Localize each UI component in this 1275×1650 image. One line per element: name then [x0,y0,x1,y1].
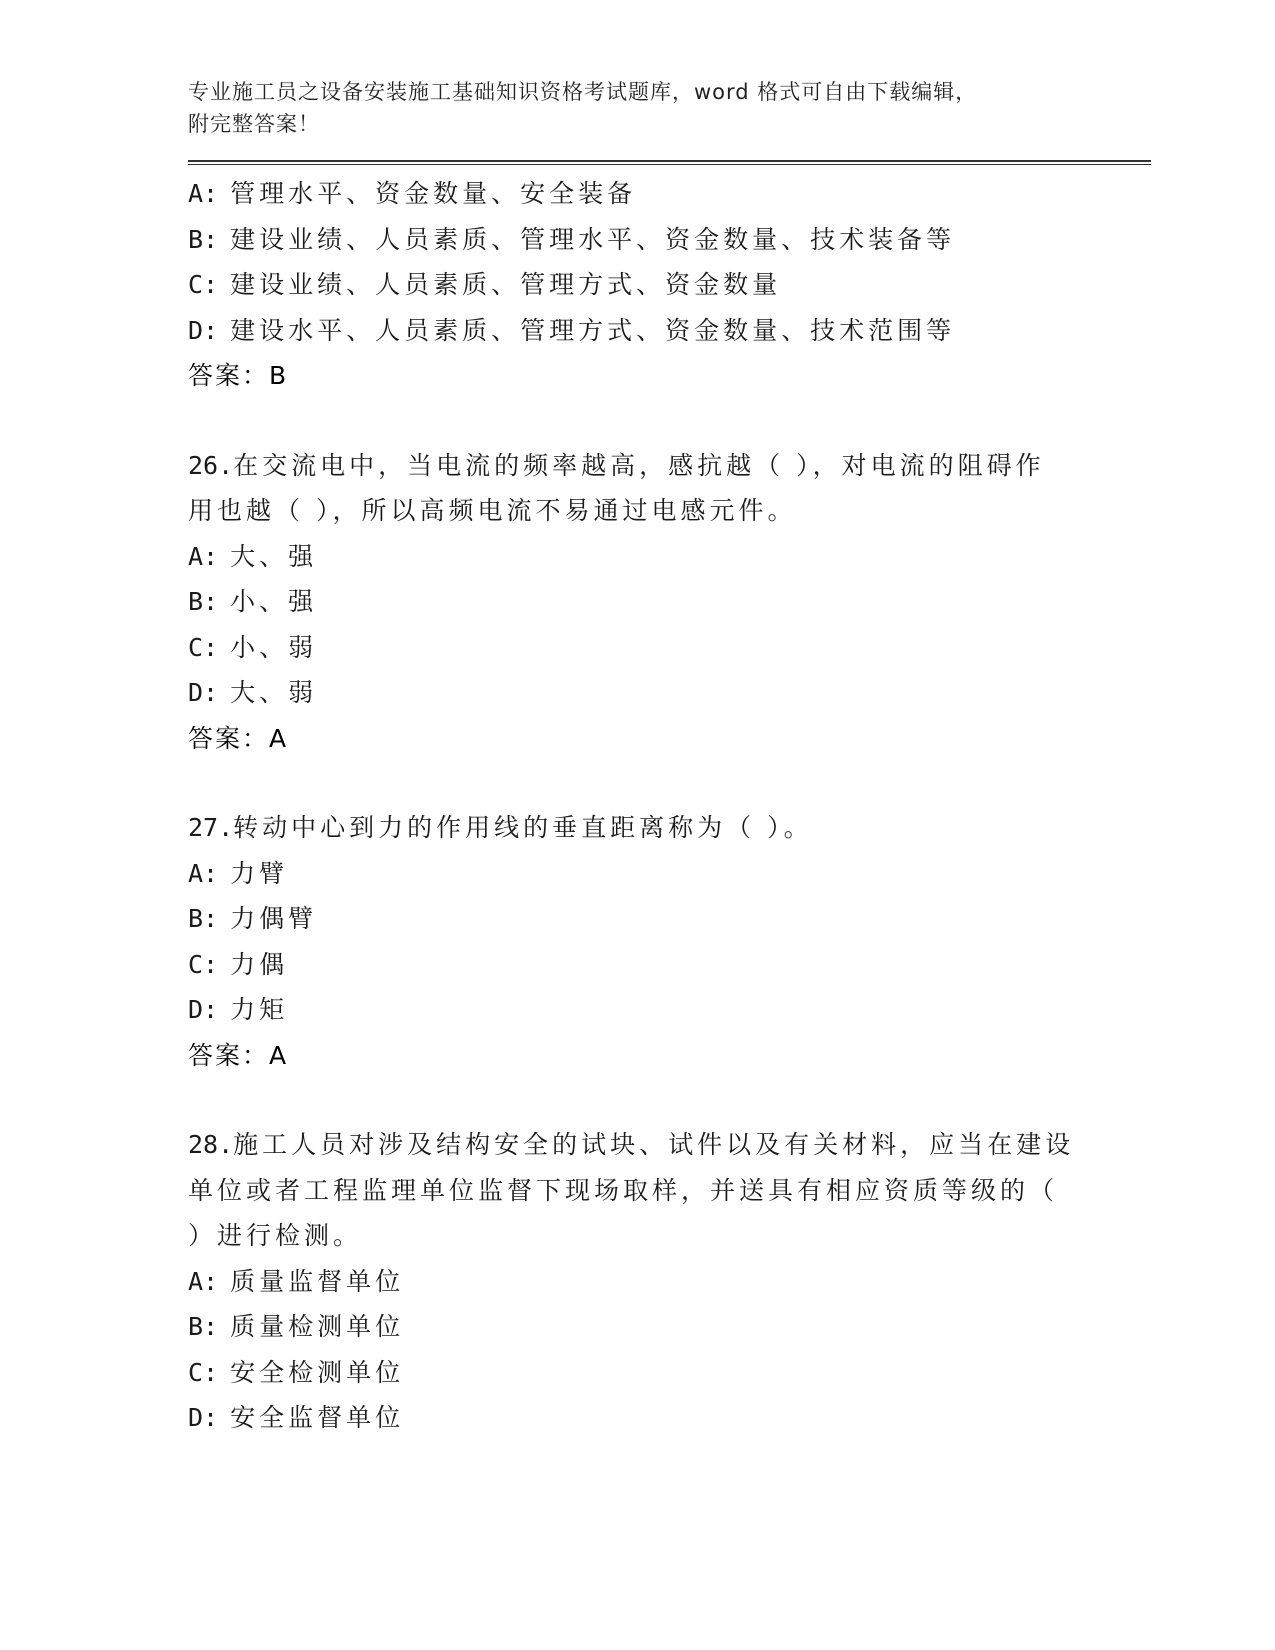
question-26 [188,443,1148,762]
option-text: 小、强 [230,587,318,616]
option-letter: B: [188,224,219,254]
option-text: 小、弱 [230,632,318,662]
option-text: 安全检测单位 [230,1357,405,1387]
option-letter: B: [188,1312,219,1341]
answer-label: 答案： [188,723,270,753]
question-stem [188,805,1148,851]
question-number: 26. [188,450,234,480]
answer-value: A [269,1040,289,1070]
question-number: 27. [188,813,234,842]
option-a [188,851,1148,897]
option-letter: B: [188,904,219,933]
option-text: 建设水平、人员素质、管理方式、资金数量、技术范围等 [230,315,956,345]
option-c [188,625,1148,671]
stem-line-1: 转动中心到力的作用线的垂直距离称为（ ）。 [233,813,813,842]
document-page [188,76,1148,1441]
option-letter: C: [188,1357,219,1387]
option-b [188,896,1148,942]
answer-value: A [269,723,289,753]
question-stem [188,1122,1148,1168]
header-line-2: 附完整答案！ [188,112,320,136]
option-letter: A: [188,179,219,208]
stem-line-1: 施工人员对涉及结构安全的试块、试件以及有关材料，应当在建设 [233,1130,1075,1159]
option-d [188,670,1148,716]
option-letter: B: [188,587,219,616]
header-line-1: 专业施工员之设备安装施工基础知识资格考试题库，word 格式可自由下载编辑， [188,80,978,104]
option-d [188,987,1148,1033]
document-header [188,76,1148,140]
option-text: 力臂 [230,858,289,888]
option-d [188,308,1148,354]
option-b [188,1304,1148,1350]
answer-line [188,1033,1148,1079]
option-a [188,1259,1148,1305]
option-b [188,217,1148,263]
stem-line-1: 在交流电中，当电流的频率越高，感抗越（ ），对电流的阻碍作 [233,450,1045,480]
option-text: 管理水平、资金数量、安全装备 [230,179,637,208]
header-divider [188,160,1151,165]
question-25 [188,171,1148,399]
option-c [188,1350,1148,1396]
option-text: 力偶臂 [230,904,318,933]
answer-line [188,716,1148,762]
option-letter: A: [188,858,219,888]
option-text: 建设业绩、人员素质、管理水平、资金数量、技术装备等 [230,224,956,254]
answer-line [188,353,1148,399]
option-letter: C: [188,632,219,662]
option-c [188,942,1148,988]
stem-line-3: ）进行检测。 [188,1221,363,1250]
option-text: 建设业绩、人员素质、管理方式、资金数量 [230,270,782,299]
option-text: 安全监督单位 [230,1403,405,1432]
question-27 [188,805,1148,1078]
option-letter: D: [188,1403,219,1432]
option-text: 力矩 [230,995,289,1024]
question-28 [188,1122,1148,1441]
question-stem [188,443,1148,489]
option-a [188,171,1148,217]
option-letter: D: [188,995,219,1024]
option-text: 质量检测单位 [230,1312,405,1341]
stem-line-2: 单位或者工程监理单位监督下现场取样，并送具有相应资质等级的（ [188,1175,1059,1205]
option-text: 大、弱 [230,678,318,707]
answer-value: B [269,361,289,390]
option-text: 力偶 [230,949,289,979]
option-letter: C: [188,270,219,299]
option-b [188,579,1148,625]
answer-label: 答案： [188,361,270,390]
option-letter: A: [188,541,219,571]
option-a [188,534,1148,580]
option-text: 质量监督单位 [230,1266,405,1296]
question-number: 28. [188,1130,234,1159]
option-letter: A: [188,1266,219,1296]
option-letter: D: [188,678,219,707]
option-letter: D: [188,315,219,345]
option-letter: C: [188,949,219,979]
answer-label: 答案： [188,1040,270,1070]
option-d [188,1395,1148,1441]
option-c [188,262,1148,308]
stem-line-2: 用也越（ ），所以高频电流不易通过电感元件。 [188,496,797,525]
option-text: 大、强 [230,541,318,571]
